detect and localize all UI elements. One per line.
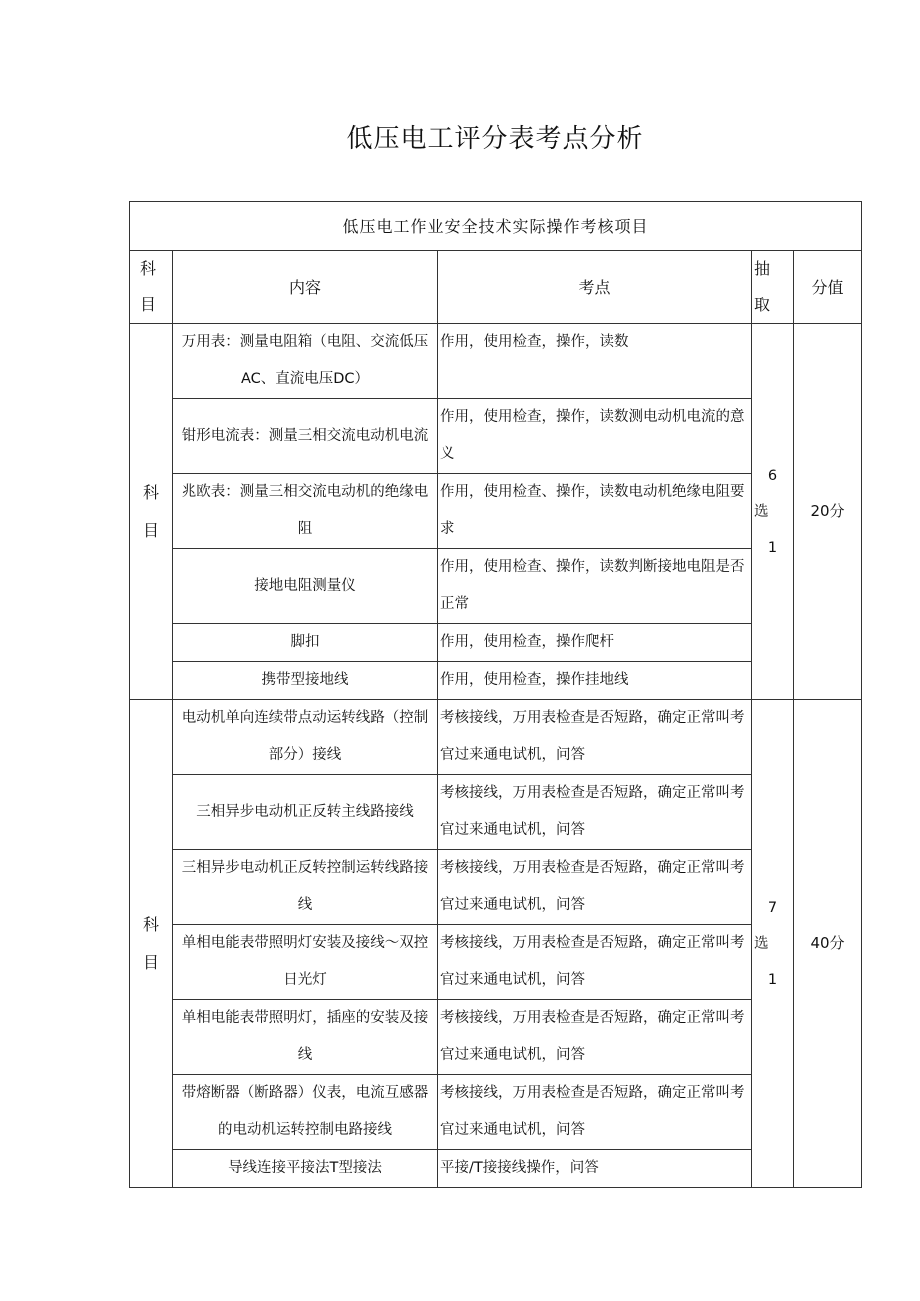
section-2-score: 40分 xyxy=(794,700,862,1188)
section-1-draw-top: 6 xyxy=(767,467,778,484)
section-1-subject-line2: 目 xyxy=(142,520,159,540)
row-content: 单相电能表带照明灯安装及接线～双控日光灯 xyxy=(173,925,438,1000)
table-row xyxy=(130,324,862,399)
row-points: 考核接线，万用表检查是否短路，确定正常叫考官过来通电试机，问答 xyxy=(438,775,752,850)
row-content: 单相电能表带照明灯，插座的安装及接线 xyxy=(173,1000,438,1075)
row-content: 带熔断器（断路器）仪表，电流互感器的电动机运转控制电路接线 xyxy=(173,1075,438,1150)
row-points: 考核接线，万用表检查是否短路，确定正常叫考官过来通电试机，问答 xyxy=(438,700,752,775)
header-subject xyxy=(130,251,173,324)
table-banner-row xyxy=(130,202,862,251)
row-points: 作用，使用检查，操作，读数 xyxy=(438,324,752,399)
section-2-subject xyxy=(130,700,173,1188)
section-1-draw xyxy=(752,324,794,700)
page-title: 低压电工评分表考点分析 xyxy=(346,124,644,154)
assessment-table xyxy=(129,201,862,1188)
row-content: 三相异步电动机正反转主线路接线 xyxy=(173,775,438,850)
header-draw-line2: 取 xyxy=(754,295,771,314)
row-points: 作用，使用检查、操作，读数判断接地电阻是否正常 xyxy=(438,549,752,624)
row-points: 考核接线，万用表检查是否短路，确定正常叫考官过来通电试机，问答 xyxy=(438,1000,752,1075)
section-1-draw-mid: 选 xyxy=(754,503,769,520)
row-points: 作用，使用检查、操作，读数电动机绝缘电阻要求 xyxy=(438,474,752,549)
table-header-row xyxy=(130,251,862,324)
row-content: 电动机单向连续带点动运转线路（控制部分）接线 xyxy=(173,700,438,775)
section-2-draw-top: 7 xyxy=(767,899,778,916)
header-score: 分值 xyxy=(794,251,862,324)
section-1-subject xyxy=(130,324,173,700)
section-2-draw-mid: 选 xyxy=(754,935,769,952)
row-content: 导线连接平接法T型接法 xyxy=(173,1150,438,1188)
section-1-score: 20分 xyxy=(794,324,862,700)
row-content: 万用表：测量电阻箱（电阻、交流低压AC、直流电压DC） xyxy=(173,324,438,399)
header-points: 考点 xyxy=(438,251,752,324)
row-content: 脚扣 xyxy=(173,624,438,662)
row-points: 作用，使用检查，操作挂地线 xyxy=(438,662,752,700)
row-points: 平接/T接接线操作，问答 xyxy=(438,1150,752,1188)
section-1-subject-line1: 科 xyxy=(142,482,159,502)
row-content: 兆欧表：测量三相交流电动机的绝缘电阻 xyxy=(173,474,438,549)
row-points: 作用，使用检查，操作爬杆 xyxy=(438,624,752,662)
table-row xyxy=(130,700,862,775)
section-2-subject-line1: 科 xyxy=(142,914,159,934)
section-2-draw xyxy=(752,700,794,1188)
row-content: 携带型接地线 xyxy=(173,662,438,700)
section-2-subject-line2: 目 xyxy=(142,952,159,972)
row-content: 钳形电流表：测量三相交流电动机电流 xyxy=(173,399,438,474)
row-points: 作用，使用检查，操作，读数测电动机电流的意义 xyxy=(438,399,752,474)
row-content: 三相异步电动机正反转控制运转线路接线 xyxy=(173,850,438,925)
table-banner: 低压电工作业安全技术实际操作考核项目 xyxy=(130,202,862,251)
row-points: 考核接线，万用表检查是否短路，确定正常叫考官过来通电试机，问答 xyxy=(438,850,752,925)
header-subject-line1: 科 xyxy=(140,259,157,278)
row-content: 接地电阻测量仪 xyxy=(173,549,438,624)
row-points: 考核接线，万用表检查是否短路，确定正常叫考官过来通电试机，问答 xyxy=(438,925,752,1000)
header-draw-line1: 抽 xyxy=(754,259,771,278)
section-1-draw-bottom: 1 xyxy=(767,539,778,556)
header-subject-line2: 目 xyxy=(140,295,157,314)
header-draw xyxy=(752,251,794,324)
header-content: 内容 xyxy=(173,251,438,324)
row-points: 考核接线，万用表检查是否短路，确定正常叫考官过来通电试机，问答 xyxy=(438,1075,752,1150)
section-2-draw-bottom: 1 xyxy=(767,971,778,988)
